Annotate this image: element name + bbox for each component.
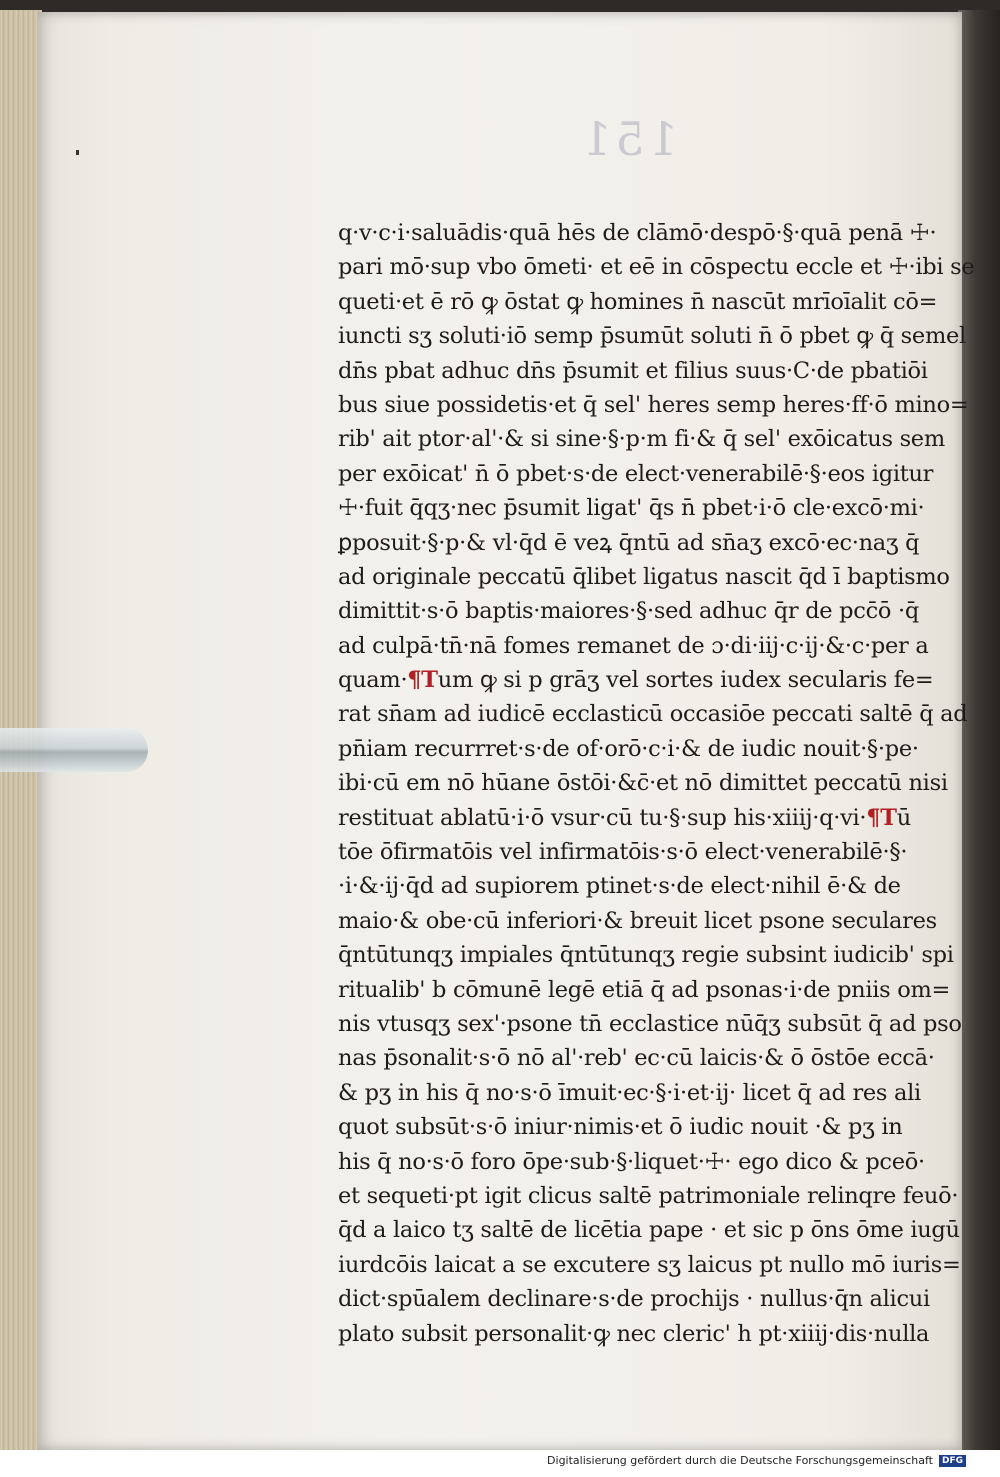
text-line <box>338 732 919 766</box>
text-line <box>338 1007 962 1041</box>
text-line <box>338 285 938 319</box>
text-line <box>338 1076 921 1110</box>
line-text: quot subsūt·s·ō iniur·nimis·et ō iudic nouit ·& pʒ in <box>338 1114 903 1141</box>
text-line <box>338 869 908 903</box>
text-line <box>338 1213 960 1247</box>
line-text: his q̄ no·s·ō foro ōpe·sub·§·liquet·☩· ego dico & pceō· <box>338 1148 925 1175</box>
text-line <box>338 594 919 628</box>
line-text: pn̄iam recurrret·s·de of·orō·c·i·& de iudic nouit·§·pe· <box>338 735 919 762</box>
text-line <box>338 457 934 491</box>
text-line <box>338 629 929 663</box>
line-text: ad originale peccatū q̄libet ligatus nascit q̄d ī baptismo <box>338 563 950 590</box>
line-text: quam· <box>338 667 408 694</box>
text-line <box>338 491 925 525</box>
line-text: ibi·cū em nō hūane ōstōi·&c̄·et nō dimittet peccatū nisi <box>338 770 948 797</box>
text-line <box>338 1179 959 1213</box>
page-clip <box>0 728 148 772</box>
text-line <box>338 526 920 560</box>
rubric-mark: ¶T <box>407 667 438 694</box>
text-line <box>338 422 945 456</box>
text-line <box>338 697 968 731</box>
text-line <box>338 973 951 1007</box>
line-text-continued: um ꝙ si p grāʒ vel sortes iudex secularis fe= <box>437 667 934 694</box>
text-line <box>338 766 948 800</box>
line-text: nis vtusqʒ sex'·psone tn̄ ecclastice nūq̄ʒ subsūt q̄ ad pso <box>338 1010 962 1037</box>
line-text: queti·et ē rō ꝙ ōstat ꝙ homines n̄ nascūt mrīoīalit cō= <box>338 288 938 315</box>
text-line <box>338 388 969 422</box>
line-text: per exōicat' n̄ ō pbet·s·de elect·venerabilē·§·eos igitur <box>338 460 934 487</box>
text-block <box>338 216 975 1351</box>
page-mark <box>76 150 79 155</box>
line-text: q̄d a laico tʒ saltē de licētia pape · et sic p ōns ōme iugū <box>338 1217 960 1244</box>
line-text: iuncti sʒ soluti·iō semp p̄sumūt soluti n̄ ō pbet ꝙ q̄ semel <box>338 323 966 350</box>
line-text: ·i·&·ij·q̄d ad supiorem ptinet·s·de elect·nihil ē·& de <box>338 873 901 900</box>
line-text: & pʒ in his q̄ no·s·ō īmuit·ec·§·i·et·ij· licet q̄ ad res ali <box>338 1079 921 1106</box>
text-line <box>338 1110 908 1144</box>
line-text: rib' ait ptor·al'·& si sine·§·p·m fi·& q̄ sel' exōicatus sem <box>338 426 945 453</box>
line-text: q̄ntūtunqʒ impiales q̄ntūtunqʒ regie subsint iudicib' spi <box>338 942 954 969</box>
line-text: dimittit·s·ō baptis·maiores·§·sed adhuc q̄r de pcc̄ō ·q̄ <box>338 598 919 625</box>
line-text: ☩·fuit q̄qʒ·nec p̄sumit ligat' q̄s n̄ pbet·i·ō cle·excō·mi· <box>338 495 925 522</box>
book-right-edge <box>958 10 1000 1450</box>
line-text: rat sn̄am ad iudicē ecclasticū occasiōe peccati saltē q̄ ad <box>338 701 968 728</box>
dfg-logo: DFG <box>939 1455 966 1467</box>
text-line <box>338 1317 930 1351</box>
text-line <box>338 560 950 594</box>
text-line <box>338 1041 935 1075</box>
text-line <box>338 354 928 388</box>
footer-credit <box>547 1454 966 1467</box>
line-text: plato subsit personalit·ꝙ nec cleric' h pt·xiiij·dis·nulla <box>338 1320 930 1347</box>
folio-number: 151 <box>578 112 678 166</box>
text-line <box>338 663 934 697</box>
line-text: restituat ablatū·i·ō vsur·cū tu·§·sup his·xiiij·q·vi· <box>338 804 867 831</box>
line-text: pari mō·sup vbo ōmeti· et eē in cōspectu eccle et ☩·ibi se <box>338 254 975 281</box>
text-line <box>338 938 954 972</box>
line-text: dict·spūalem declinare·s·de prochijs · nullus·q̄n alicui <box>338 1286 930 1313</box>
text-line <box>338 1282 930 1316</box>
text-line <box>338 801 911 835</box>
text-line <box>338 904 937 938</box>
text-line <box>338 216 937 250</box>
line-text: maio·& obe·cū inferiori·& breuit licet psone seculares <box>338 907 937 934</box>
line-text: ad culpā·tn̄·nā fomes remanet de ɔ·di·iij·c·ij·&·c·per a <box>338 632 929 659</box>
line-text: q·v·c·i·saluādis·quā hēs de clāmō·despō·§·quā penā ☩· <box>338 220 937 246</box>
line-text: et sequeti·pt igit clicus saltē patrimoniale relinqre feuō· <box>338 1182 959 1209</box>
text-line <box>338 250 975 284</box>
rubric-mark: ¶T <box>866 804 897 831</box>
footer-credit-text: Digitalisierung gefördert durch die Deutsche Forschungsgemeinschaft <box>547 1454 933 1467</box>
line-text: iurdcōis laicat a se excutere sʒ laicus pt nullo mō iuris= <box>338 1251 961 1278</box>
line-text: ritualib' b cōmunē legē etiā q̄ ad psonas·i·de pniis om= <box>338 976 951 1003</box>
text-line <box>338 835 908 869</box>
line-text-continued: ū <box>896 804 911 831</box>
line-text: tōe ōfirmatōis vel infirmatōis·s·ō elect·venerabilē·§· <box>338 839 908 866</box>
line-text: bus siue possidetis·et q̄ sel' heres semp heres·ff·ō mino= <box>338 391 969 418</box>
text-line <box>338 1248 961 1282</box>
line-text: nas p̄sonalit·s·ō nō al'·reb' ec·cū laicis·& ō ōstōe eccā· <box>338 1045 935 1072</box>
line-text: ꝑposuit·§·p·& vl·q̄d ē veꝝ q̄ntū ad sn̄aʒ excō·ec·naʒ q̄ <box>338 529 920 556</box>
text-line <box>338 319 966 353</box>
text-line <box>338 1145 925 1179</box>
line-text: dn̄s pbat adhuc dn̄s p̄sumit et filius suus·C·de pbatiōi <box>338 357 928 384</box>
